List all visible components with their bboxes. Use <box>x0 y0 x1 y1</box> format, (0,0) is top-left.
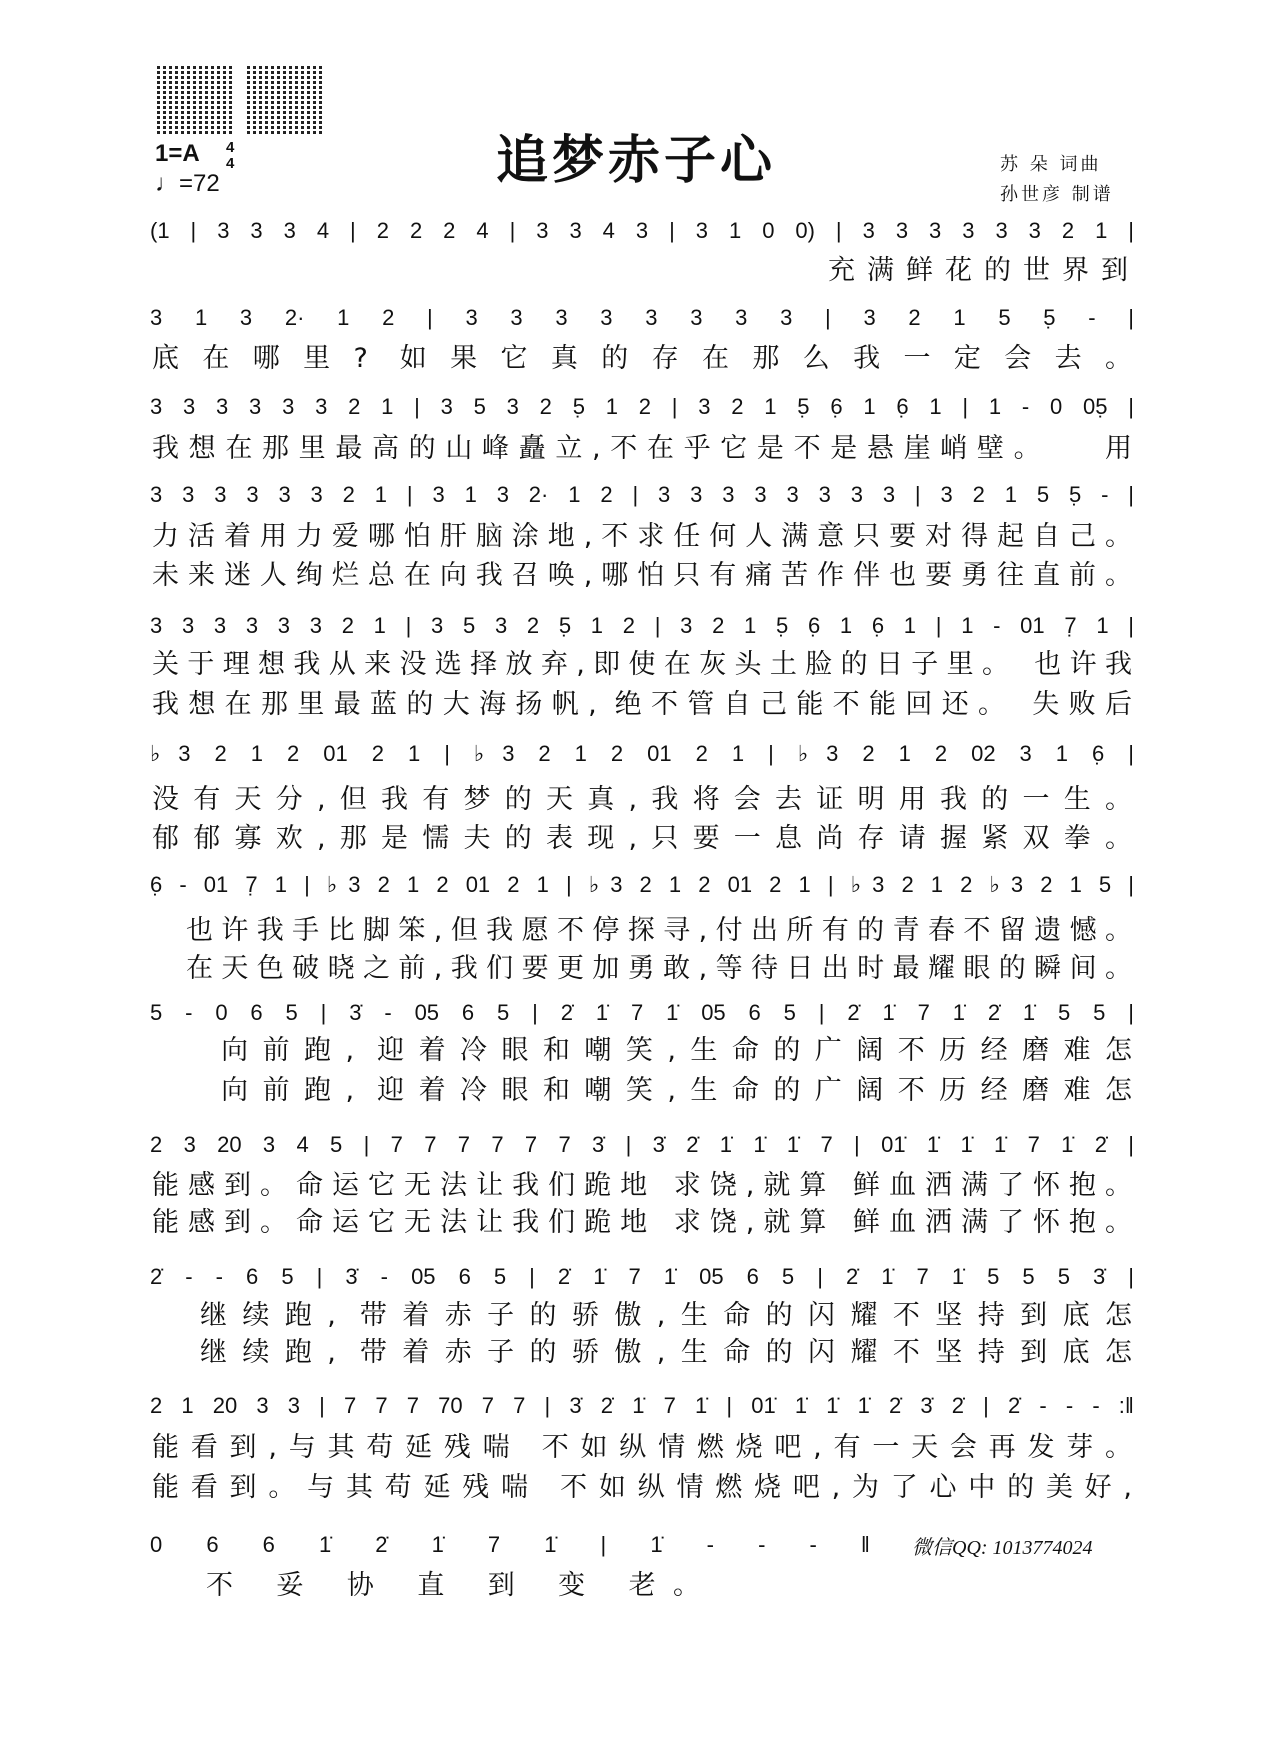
notation-line: ♭3 2 1 2 01 2 1 | ♭3 2 1 2 01 2 1 | ♭3 2 1 2 02 3 1 6̣ | <box>150 741 1134 766</box>
notation-line: 3 3 3 3 3 3 2 1 | 3 1 3 2· 1 2 | 3 3 3 3 3 3 3 3 | 3 2 1 5 5̣ - | <box>150 482 1134 507</box>
lyric-line: 向前跑, 迎着冷眼和嘲笑,生命的广阔不历经磨难怎 <box>152 1075 1132 1106</box>
tempo-marking: ♩=72 <box>155 170 220 197</box>
notation-line: 3 3 3 3 3 3 2 1 | 3 5 3 2 5̣ 1 2 | 3 2 1 5̣ 6̣ 1 6̣ 1 | 1 - 0 05̣ | <box>150 394 1134 419</box>
lyric-line: 我想在那里最蓝的大海扬帆, 绝不管自己能不能回还。 失败后 <box>152 689 1132 720</box>
lyrics-music-credit: 苏 朵 词曲 <box>1000 154 1102 175</box>
lyric-line: 关于理想我从来没选择放弃,即使在灰头土脸的日子里。 也许我 <box>152 649 1132 680</box>
lyric-line: 向前跑, 迎着冷眼和嘲笑,生命的广阔不历经磨难怎 <box>152 1035 1132 1066</box>
notation-line: 6̣ - 01 7̣ 1 | ♭3 2 1 2 01 2 1 | ♭3 2 1 2 01 2 1 | ♭3 2 1 2 ♭3 2 1 5 | <box>150 872 1134 897</box>
lyric-line: 继续跑, 带着赤子的骄傲,生命的闪耀不坚持到底怎 <box>152 1300 1132 1331</box>
time-signature <box>226 140 234 172</box>
notation-line: 2 1 20 3 3 | 7 7 7 70 7 7 | 3̇ 2̇ 1̇ 7 1̇ | 01̇ 1̇ 1̇ 1̇ 2̇ 3̇ 2̇ | 2̇ - - - :‖ <box>150 1393 1134 1418</box>
lyric-line: 在天色破晓之前,我们要更加勇敢,等待日出时最耀眼的瞬间。 <box>152 953 1132 984</box>
notation-line: 0 6 6 1̇ 2̇ 1̇ 7 1̇ | 1̇ - - - ‖ <box>150 1532 870 1557</box>
contact-info: 微信QQ: 1013774024 <box>912 1537 1093 1559</box>
lyric-line: 力活着用力爱哪怕肝脑涂地,不求任何人满意只要对得起自己。 <box>152 521 1132 552</box>
meter-bottom: 4 <box>226 155 235 172</box>
lyric-line: 继续跑, 带着赤子的骄傲,生命的闪耀不坚持到底怎 <box>152 1337 1132 1368</box>
lyric-line: 也许我手比脚笨,但我愿不停探寻,付出所有的青春不留遗憾。 <box>152 915 1132 946</box>
notation-line: 2 3 20 3 4 5 | 7 7 7 7 7 7 3̇ | 3̇ 2̇ 1̇ 1̇ 1̇ 7 | 01̇ 1̇ 1̇ 1̇ 7 1̇ 2̇ | <box>150 1132 1134 1157</box>
lyric-line: 不 妥 协 直 到 变 老。 <box>180 1570 700 1601</box>
song-title: 追梦赤子心 <box>495 131 776 191</box>
notation-line: 2̇ - - 6 5 | 3̇ - 05 6 5 | 2̇ 1̇ 7 1̇ 05 6 5 | 2̇ 1̇ 7 1̇ 5 5 5 3̇ | <box>150 1264 1134 1289</box>
key-signature: 1=A <box>155 140 200 167</box>
lyric-line: 郁郁寡欢,那是懦夫的表现,只要一息尚存请握紧双拳。 <box>152 823 1132 854</box>
lyric-line: 没有天分,但我有梦的天真,我将会去证明用我的一生。 <box>152 784 1132 815</box>
notation-line: 3 1 3 2· 1 2 | 3 3 3 3 3 3 3 3 | 3 2 1 5 5̣ - | <box>150 305 1134 330</box>
lyric-line: 未来迷人绚烂总在向我召唤,哪怕只有痛苦作伴也要勇往直前。 <box>152 560 1132 591</box>
notation-line: 3 3 3 3 3 3 2 1 | 3 5 3 2 5̣ 1 2 | 3 2 1 5̣ 6̣ 1 6̣ 1 | 1 - 01 7̣ 1 | <box>150 613 1134 638</box>
lyric-line: 能看到。与其苟延残喘 不如纵情燃烧吧,为了心中的美好, <box>152 1472 1132 1503</box>
notation-credit: 孙世彦 制谱 <box>1000 184 1114 205</box>
notation-line: 5 - 0 6 5 | 3̇ - 05 6 5 | 2̇ 1̇ 7 1̇ 05 6 5 | 2̇ 1̇ 7 1̇ 2̇ 1̇ 5 5 | <box>150 1000 1134 1025</box>
lyric-line: 充满鲜花的世界到 <box>828 255 1128 286</box>
lyric-line: 底在哪里? 如果它真的存在那么我一定会去。 <box>152 343 1132 374</box>
notation-line: (1 | 3 3 3 4 | 2 2 2 4 | 3 3 4 3 | 3 1 0 0) | 3 3 3 3 3 3 2 1 | <box>150 218 1134 243</box>
lyric-line: 能感到。命运它无法让我们跪地 求饶,就算 鲜血洒满了怀抱。 <box>152 1170 1132 1201</box>
lyric-line: 我想在那里最高的山峰矗立,不在乎它是不是悬崖峭壁。 用 <box>152 433 1132 464</box>
lyric-line: 能感到。命运它无法让我们跪地 求饶,就算 鲜血洒满了怀抱。 <box>152 1207 1132 1238</box>
meter-top: 4 <box>226 139 235 156</box>
lyric-line: 能看到,与其苟延残喘 不如纵情燃烧吧,有一天会再发芽。 <box>152 1432 1132 1463</box>
